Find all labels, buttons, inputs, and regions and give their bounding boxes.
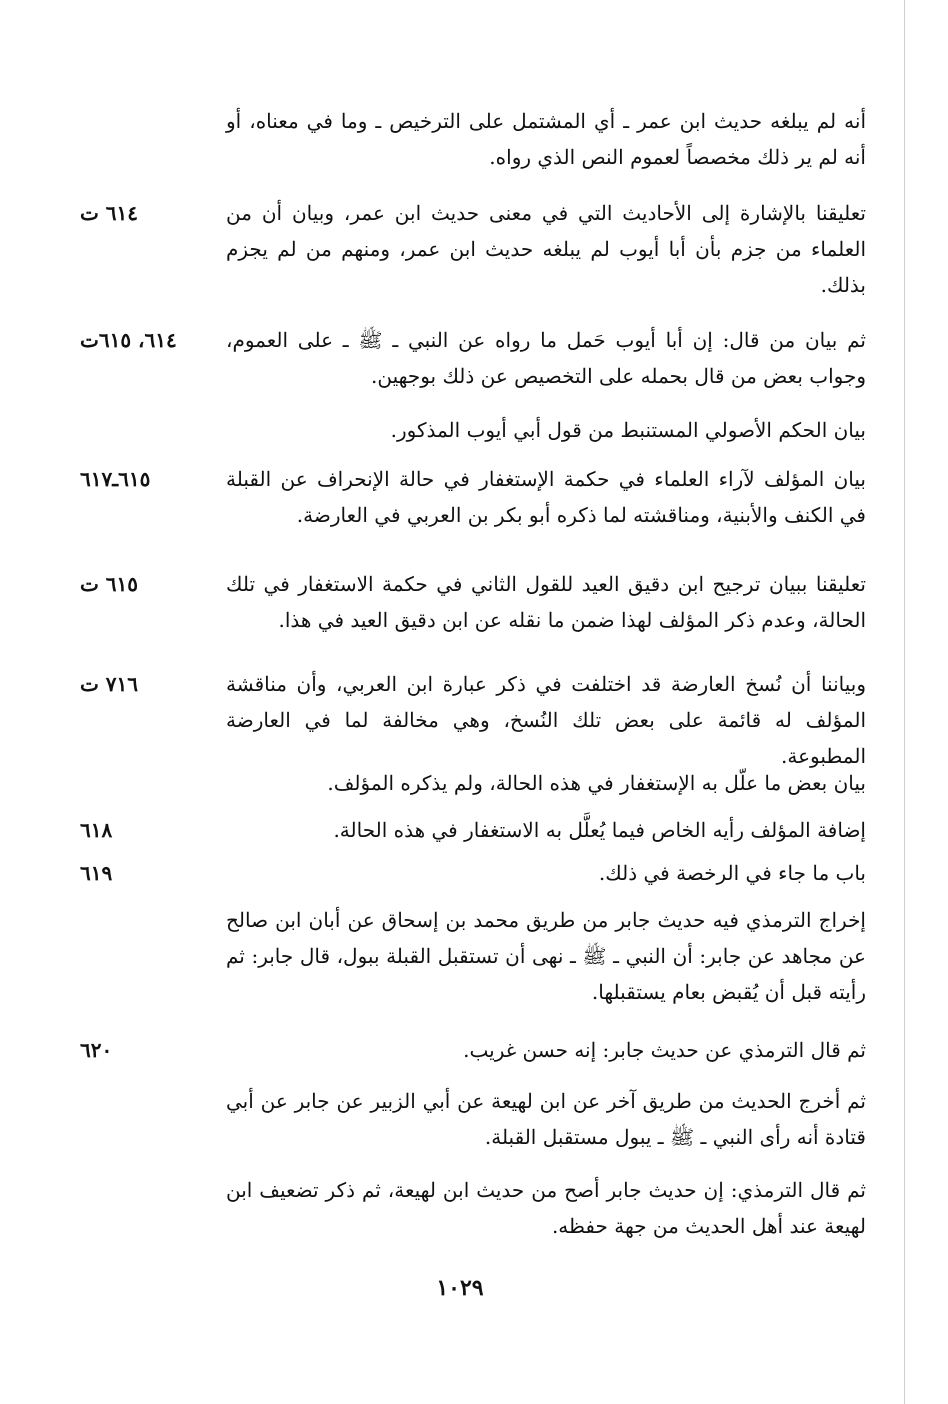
entry-page-ref: ٦١٥ ت [80,572,139,596]
entry-page-ref: ٦١٤، ٦١٥ت [80,328,177,352]
entry-text: ثم أخرج الحديث من طريق آخر عن ابن لهيعة عن أبي الزبير عن جابر عن أبي قتادة أنه رأى النبي ـ ﷺ ـ يبول مستقبل القبلة. [226,1089,866,1149]
entry-page-ref: ٦١٤ ت [80,201,139,225]
entry-text: إخراج الترمذي فيه حديث جابر من طريق محمد بن إسحاق عن أبان ابن صالح عن مجاهد عن جابر: أن النبي ـ ﷺ ـ نهى أن تستقبل القبلة ببول، قال جابر: ثم رأيته قبل أن يُقبض بعام يستقبلها. [226,908,866,1004]
entry-text: تعليقنا بالإشارة إلى الأحاديث التي في معنى حديث ابن عمر، وبيان أن من العلماء من جزم بأن أبا أيوب لم يبلغه حديث ابن عمر، ومنهم من لم يجزم بذلك. [226,201,866,297]
entry-page-ref: ٦١٩ [80,861,113,885]
entry-text: وبياننا أن نُسخ العارضة قد اختلفت في ذكر عبارة ابن العربي، وأن مناقشة المؤلف له قائمة على بعض تلك النُسخ، وهي مخالفة لما في العارضة المطبوعة. [226,672,867,768]
entry-text: تعليقنا ببيان ترجيح ابن دقيق العيد للقول الثاني في حكمة الاستغفار في تلك الحالة، وعدم ذكر المؤلف لهذا ضمن ما نقله عن ابن دقيق العيد في هذا. [226,572,866,632]
entry-text: ثم قال الترمذي عن حديث جابر: إنه حسن غريب. [463,1038,866,1062]
page-number: ١٠٢٩ [436,1275,484,1301]
page-edge-line [904,0,905,1404]
entry-page-ref: ٦٢٠ [80,1038,113,1062]
entry-page-ref: ٦١٥ـ٦١٧ [80,467,151,491]
entry-text: بيان بعض ما علّل به الإستغفار في هذه الحالة، ولم يذكره المؤلف. [327,771,866,795]
entry-text: أنه لم يبلغه حديث ابن عمر ـ أي المشتمل على الترخيص ـ وما في معناه، أو أنه لم ير ذلك مخصصاً لعموم النص الذي رواه. [226,109,866,169]
entry-text: بيان المؤلف لآراء العلماء في حكمة الإستغفار في حالة الإنحراف عن القبلة في الكنف والأبنية، ومناقشته لما ذكره أبو بكر بن العربي في العارضة. [226,467,866,527]
entry-text: ثم قال الترمذي: إن حديث جابر أصح من حديث ابن لهيعة، ثم ذكر تضعيف ابن لهيعة عند أهل الحديث من جهة حفظه. [226,1178,866,1238]
entry-text: إضافة المؤلف رأيه الخاص فيما يُعلَّل به الاستغفار في هذه الحالة. [333,818,866,842]
entry-page-ref: ٦١٨ [80,818,113,842]
entry-text: ثم بيان من قال: إن أبا أيوب حَمل ما رواه عن النبي ـ ﷺ ـ على العموم، وجواب بعض من قال بحمله على التخصيص عن ذلك بوجهين. [226,328,866,388]
entry-text: بيان الحكم الأصولي المستنبط من قول أبي أيوب المذكور. [390,418,866,442]
entry-page-ref: ٧١٦ ت [80,672,139,696]
entry-text: باب ما جاء في الرخصة في ذلك. [598,861,866,885]
